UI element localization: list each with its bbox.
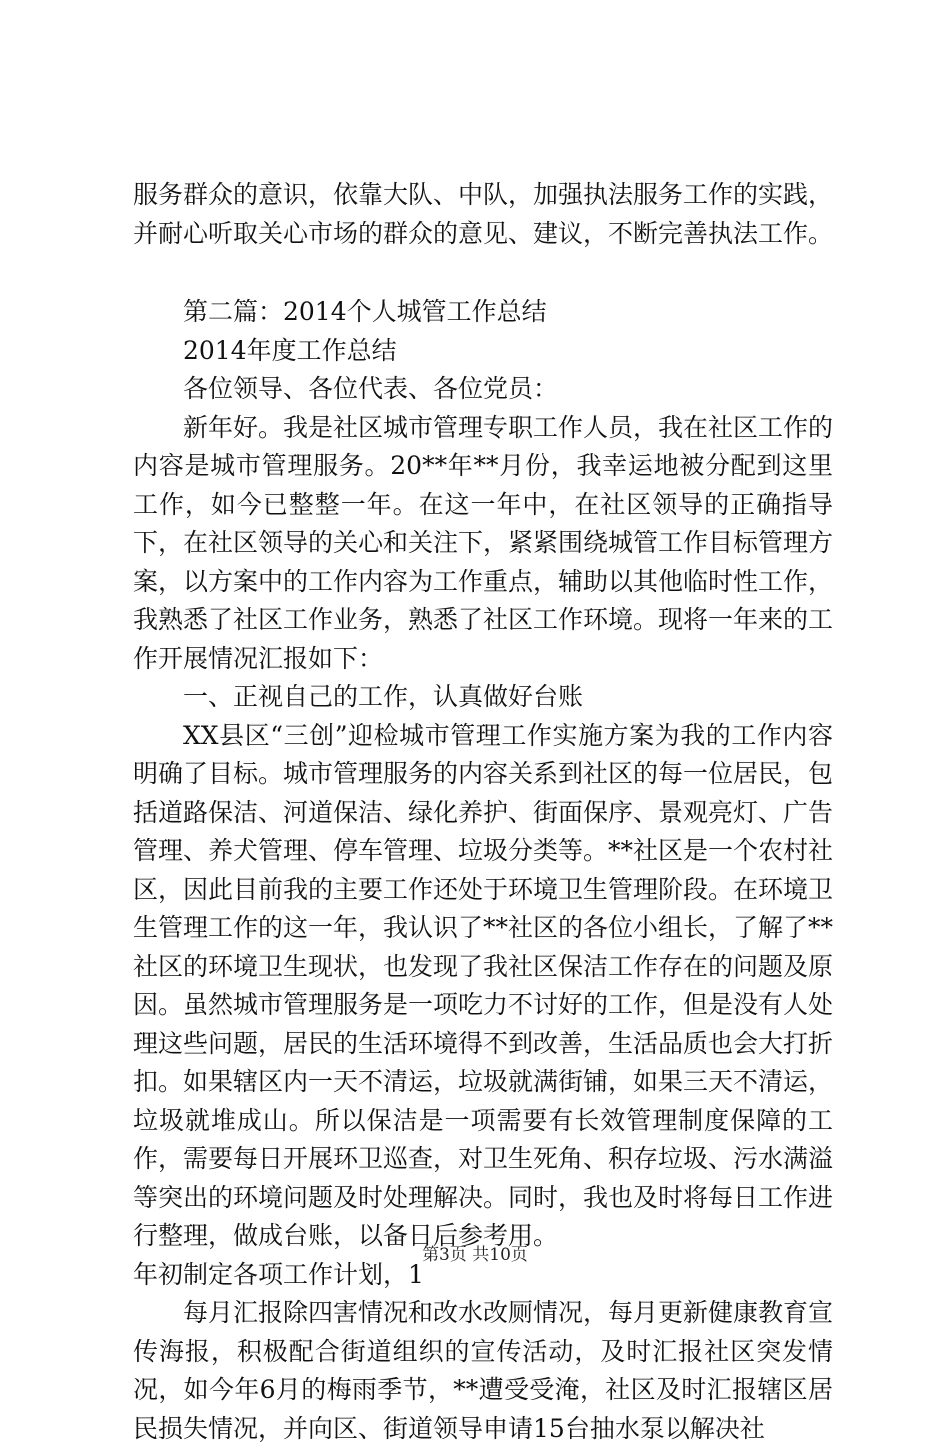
section-heading: 第二篇：2014个人城管工作总结 <box>183 297 547 326</box>
paragraph-heading-1: 一、正视自己的工作，认真做好台账 <box>183 682 584 711</box>
paragraph-intro: 新年好。我是社区城市管理专职工作人员，我在社区工作的内容是城市管理服务。20**年**月份，我幸运地被分配到这里工作，如今已整整一年。在这一年中，在社区领导的正确指导下，在社区领导的关心和关注下，紧紧围绕城管工作目标管理方案，以方案中的工作内容为工作重点，辅助以其他临时性工作，我熟悉了社区工作业务，熟悉了社区工作环境。现将一年来的工作开展情况汇报如下： <box>133 412 834 673</box>
paragraph-main: XX县区“三创”迎检城市管理工作实施方案为我的工作内容明确了目标。城市管理服务的内容关系到社区的每一位居民，包括道路保洁、河道保洁、绿化养护、街面保序、景观亮灯、广告管理、养犬管理、停车管理、垃圾分类等。**社区是一个农村社区，因此目前我的主要工作还处于环境卫生管理阶段。在环境卫生管理工作的这一年，我认识了**社区的各位小组长，了解了**社区的环境卫生现状，也发现了我社区保洁工作存在的问题及原因。虽然城市管理服务是一项吃力不讨好的工作，但是没有人处理这些问题，居民的生活环境得不到改善，生活品质也会大打折扣。如果辖区内一天不清运，垃圾就满街铺，如果三天不清运，垃圾就堆成山。所以保洁是一项需要有长效管理制度保障的工作，需要每日开展环卫巡查，对卫生死角、积存垃圾、污水满溢等突出的环境问题及时处理解决。同时，我也及时将每日工作进行整理，做成台账，以备日后参考用。 <box>133 720 834 1250</box>
salutation: 各位领导、各位代表、各位党员： <box>183 374 559 403</box>
paragraph-plan: 年初制定各项工作计划，1 <box>133 1259 424 1289</box>
paragraph-continuation: 服务群众的意识，依靠大队、中队，加强执法服务工作的实践，并耐心听取关心市场的群众的意见、建议，不断完善执法工作。 <box>133 180 834 248</box>
paragraph-gap <box>133 253 833 293</box>
section-subheading: 2014年度工作总结 <box>183 335 397 365</box>
paragraph-monthly: 每月汇报除四害情况和改水改厕情况，每月更新健康教育宣传海报，积极配合街道组织的宣传活动，及时汇报社区突发情况，如今年6月的梅雨季节，**遭受受淹，社区及时汇报辖区居民损失情况，并向区、街道领导申请15台抽水泵以解决社 <box>133 1298 834 1443</box>
page-footer: 第3页 共10页 <box>422 1245 528 1265</box>
